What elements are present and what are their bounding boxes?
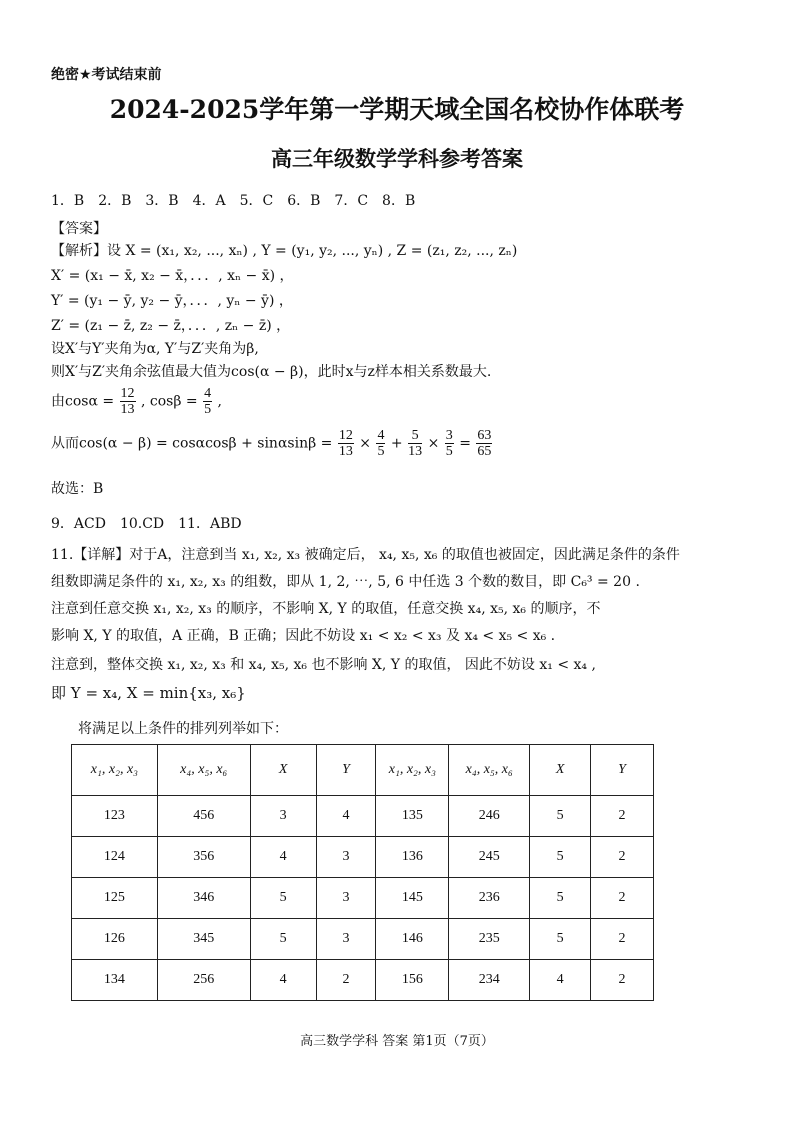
q11-line-4: 影响 X, Y 的取值，A 正确，B 正确；因此不妨设 x₁ < x₂ < x₃ 及 x₄ < x₅ < x₆ . — [51, 628, 556, 644]
table-cell: 5 — [250, 878, 316, 919]
analysis-line-7: 由cosα = $\frac{12}{13}$ , cosβ = $\frac{4}{5}$ , — [51, 386, 222, 417]
table-row — [72, 919, 654, 960]
answers-9-11: 9．ACD 10.CD 11．ABD — [51, 516, 242, 532]
fraction-63-65: $\frac{63}{65}$ — [477, 428, 492, 459]
table-cell: 245 — [449, 837, 530, 878]
table-cell: 135 — [376, 796, 449, 837]
table-cell: 3 — [316, 837, 376, 878]
table-cell: 234 — [449, 960, 530, 1001]
table-cell: 136 — [376, 837, 449, 878]
page-title: 2024-2025学年第一学期天域全国名校协作体联考 — [109, 95, 685, 124]
header-cell: Y — [316, 745, 376, 796]
table-cell: 145 — [376, 878, 449, 919]
q11-line-3: 注意到任意交换 x₁, x₂, x₃ 的顺序，不影响 X, Y 的取值，任意交换 x₄, x₅, x₆ 的顺序，不 — [51, 601, 601, 617]
table-cell: 256 — [157, 960, 250, 1001]
table-cell: 2 — [591, 796, 654, 837]
permutation-table — [71, 744, 654, 1001]
table-cell: 134 — [72, 960, 158, 1001]
fraction-12-13b: $\frac{12}{13}$ — [338, 428, 353, 459]
table-cell: 5 — [530, 837, 591, 878]
table-cell: 235 — [449, 919, 530, 960]
table-cell: 156 — [376, 960, 449, 1001]
table-cell: 125 — [72, 878, 158, 919]
answer-tag: 【答案】 — [51, 221, 107, 237]
header-cell: x₁, x₂, x₃ — [376, 745, 449, 796]
table-row — [72, 837, 654, 878]
table-row — [72, 796, 654, 837]
header-cell: x₄, x₅, x₆ — [449, 745, 530, 796]
table-cell: 2 — [316, 960, 376, 1001]
analysis-line-6: 则X′与Z′夹角余弦值最大值为cos(α − β)，此时x与z样本相关系数最大. — [51, 364, 492, 380]
table-cell: 356 — [157, 837, 250, 878]
table-cell: 236 — [449, 878, 530, 919]
table-cell: 3 — [316, 919, 376, 960]
table-cell: 123 — [72, 796, 158, 837]
header-cell: Y — [591, 745, 654, 796]
cos-alpha-label: 由cosα = — [51, 393, 115, 410]
table-cell: 124 — [72, 837, 158, 878]
header-cell: X — [530, 745, 591, 796]
page-subtitle: 高三年级数学学科参考答案 — [271, 146, 523, 171]
table-cell: 5 — [530, 796, 591, 837]
fraction-3-5: $\frac{3}{5}$ — [445, 428, 453, 459]
table-row — [72, 960, 654, 1001]
table-header-row — [72, 745, 654, 796]
table-cell: 2 — [591, 919, 654, 960]
table-cell: 345 — [157, 919, 250, 960]
table-cell: 146 — [376, 919, 449, 960]
q11-line-5: 注意到，整体交换 x₁, x₂, x₃ 和 x₄, x₅, x₆ 也不影响 X, Y 的取值， 因此不妨设 x₁ < x₄ , — [51, 657, 596, 673]
table-cell: 346 — [157, 878, 250, 919]
header-cell: X — [250, 745, 316, 796]
table-cell: 5 — [530, 878, 591, 919]
table-cell: 246 — [449, 796, 530, 837]
analysis-line-2: X′ = (x₁ − x̄, x₂ − x̄，．．．, xₙ − x̄) ， — [51, 268, 294, 284]
q11-line-2: 组数即满足条件的 x₁, x₂, x₃ 的组数，即从 1, 2, ⋯, 5, 6 中任选 3 个数的数目，即 C₆³ = 20 . — [51, 574, 640, 590]
table-cell: 5 — [530, 919, 591, 960]
fraction-5-13: $\frac{5}{13}$ — [408, 428, 423, 459]
table-intro: 将满足以上条件的排列列举如下： — [78, 721, 288, 737]
analysis-line-1: 【解析】设 X = (x₁, x₂, ..., xₙ) , Y = (y₁, y₂, ..., yₙ) , Z = (z₁, z₂, ..., zₙ) — [51, 243, 518, 259]
q11-line-1: 11.【详解】对于A，注意到当 x₁, x₂, x₃ 被确定后， x₄, x₅, x₆ 的取值也被固定，因此满足条件的条件 — [51, 547, 680, 563]
table-cell: 3 — [250, 796, 316, 837]
fraction-4-5b: $\frac{4}{5}$ — [377, 428, 385, 459]
table-cell: 2 — [591, 837, 654, 878]
table-cell: 4 — [316, 796, 376, 837]
header-cell: x₄, x₅, x₆ — [157, 745, 250, 796]
analysis-line-3: Y′ = (y₁ − ȳ, y₂ − ȳ，．．．, yₙ − ȳ) ， — [51, 293, 293, 309]
table-cell: 5 — [250, 919, 316, 960]
q11-line-6: 即 Y = x₄, X = min{x₃, x₆} — [51, 684, 246, 702]
analysis-line-8: 从而cos(α − β) = cosαcosβ + sinαsinβ = $\frac{12}{13}$ × $\frac{4}{5}$ + $\frac{5}{13}$ × $\frac{3}{5}$ = $\frac{63}{65}$ — [51, 428, 492, 459]
cos-diff-expression: 从而cos(α − β) = cosαcosβ + sinαsinβ = — [51, 435, 333, 452]
answers-1-8: 1．B 2．B 3．B 4．A 5．C 6．B 7．C 8．B — [51, 193, 416, 209]
table-row — [72, 878, 654, 919]
table-cell: 2 — [591, 878, 654, 919]
choice-line: 故选：B — [51, 481, 104, 497]
table-cell: 4 — [250, 960, 316, 1001]
table-cell: 4 — [530, 960, 591, 1001]
table-cell: 126 — [72, 919, 158, 960]
cos-beta-label: , cosβ = — [141, 393, 198, 410]
table-cell: 4 — [250, 837, 316, 878]
analysis-line-4: Z′ = (z₁ − z̄, z₂ − z̄，．．．, zₙ − z̄) ， — [51, 318, 291, 334]
fraction-12-13: $\frac{12}{13}$ — [120, 386, 135, 417]
confidential-mark: 绝密★考试结束前 — [51, 67, 162, 83]
analysis-line-5: 设X′与Y′夹角为α, Y′与Z′夹角为β, — [51, 341, 259, 357]
table-cell: 456 — [157, 796, 250, 837]
page-footer: 高三数学学科 答案 第1页（7页） — [300, 1034, 494, 1049]
table-cell: 3 — [316, 878, 376, 919]
header-cell: x₁, x₂, x₃ — [72, 745, 158, 796]
table-cell: 2 — [591, 960, 654, 1001]
fraction-4-5: $\frac{4}{5}$ — [204, 386, 212, 417]
